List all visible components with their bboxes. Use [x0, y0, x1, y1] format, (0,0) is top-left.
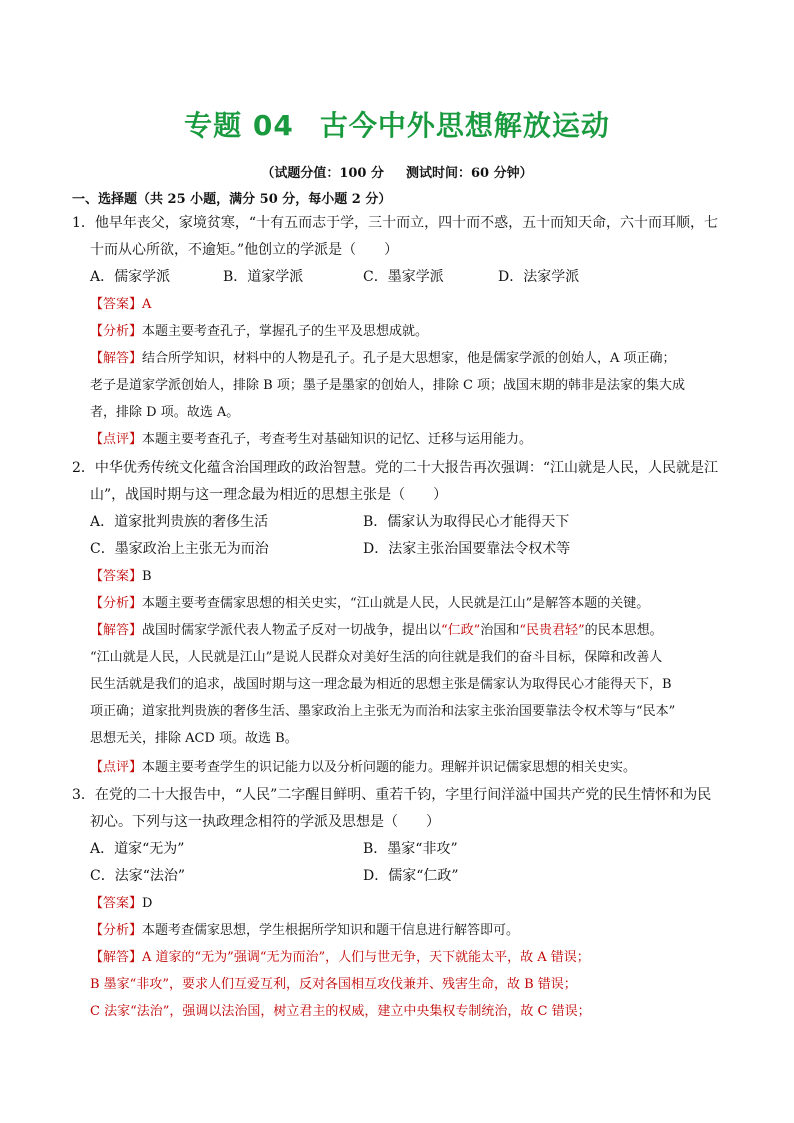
- solution-text: 思想无关，排除 ACD 项。故选 B。: [90, 731, 298, 746]
- solution-highlight: “仁政”: [441, 623, 481, 638]
- answer-tag: 【答案】: [90, 896, 143, 911]
- comment-tag: 【点评】: [90, 760, 143, 775]
- solution: [90, 944, 730, 1025]
- solution: [90, 617, 730, 752]
- comment-text: 本题主要考查孔子，考查考生对基础知识的记忆、迁移与运用能力。: [142, 432, 533, 447]
- solution-tag: 【解答】: [90, 351, 143, 366]
- score-info: （试题分值：100 分: [261, 166, 385, 181]
- option-d: D．儒家“仁政”: [363, 868, 459, 884]
- exam-meta: [0, 162, 794, 181]
- solution-text: A 道家的“无为”强调“无为而治”，人们与世无争，天下就能太平，故 A 错误；: [142, 950, 590, 965]
- solution-text: 的民本思想。: [584, 623, 663, 638]
- analysis-tag: 【分析】: [90, 923, 143, 938]
- question-3-options-row1: [90, 836, 730, 863]
- solution-text: “江山就是人民，人民就是江山”是说人民群众对美好生活的向往就是我们的奋斗目标，保障和改善人: [90, 650, 663, 665]
- analysis: [90, 917, 730, 944]
- option-c: C．法家“法治”: [90, 868, 186, 884]
- question-1-options: [90, 264, 730, 291]
- question-text: 山”，战国时期与这一理念最为相近的思想主张是（ ）: [90, 487, 448, 503]
- solution-tag: 【解答】: [90, 950, 143, 965]
- comment-tag: 【点评】: [90, 432, 143, 447]
- question-2: [72, 455, 728, 509]
- solution-text: B 墨家“非攻”，要求人们互爱互利，反对各国相互攻伐兼并、残害生命，故 B 错误；: [90, 977, 577, 992]
- comment: [90, 426, 730, 453]
- answer: [90, 291, 730, 318]
- title-text: 古今中外思想解放运动: [319, 109, 610, 142]
- solution-text: C 法家“法治”，强调以法治国，树立君主的权威，建立中央集权专制统治，故 C 错误；: [90, 1004, 591, 1019]
- analysis-text: 本题考查儒家思想，学生根据所学知识和题干信息进行解答即可。: [142, 923, 520, 938]
- solution-text: 项正确；道家批判贵族的奢侈生活、墨家政治上主张无为而治和法家主张治国要靠法令权术等与“民本”: [90, 704, 676, 719]
- option-a: A．道家“无为”: [90, 841, 185, 857]
- option-d: D．法家学派: [498, 269, 580, 285]
- analysis: [90, 590, 730, 617]
- option-b: B．墨家“非攻”: [363, 841, 458, 857]
- answer: [90, 563, 730, 590]
- page-title: [0, 104, 794, 144]
- time-info: 测试时间：60 分钟）: [406, 166, 533, 181]
- question-text: 3．在党的二十大报告中，“人民”二字醒目鲜明、重若千钧，字里行间洋溢中国共产党的民生情怀和为民: [72, 787, 712, 803]
- option-c: C．墨家学派: [363, 269, 444, 285]
- solution-text: 战国时儒家学派代表人物孟子反对一切战争，提出以: [142, 623, 442, 638]
- answer: [90, 890, 730, 917]
- option-a: A．道家批判贵族的奢侈生活: [90, 514, 269, 530]
- analysis-tag: 【分析】: [90, 324, 143, 339]
- solution-text: 结合所学知识，材料中的人物是孔子。孔子是大思想家，他是儒家学派的创始人，A 项正确；: [142, 351, 676, 366]
- comment: [90, 754, 730, 781]
- question-text: 初心。下列与这一执政理念相符的学派及思想是（ ）: [90, 814, 440, 830]
- option-c: C．墨家政治上主张无为而治: [90, 541, 269, 557]
- analysis-text: 本题主要考查儒家思想的相关史实，“江山就是人民，人民就是江山”是解答本题的关键。: [142, 596, 650, 611]
- solution-highlight: “民贵君轻”: [519, 623, 585, 638]
- option-d: D．法家主张治国要靠法令权术等: [363, 541, 571, 557]
- option-b: B．道家学派: [223, 269, 304, 285]
- answer-tag: 【答案】: [90, 569, 143, 584]
- section-heading: 一、选择题（共 25 小题，满分 50 分，每小题 2 分）: [72, 192, 392, 207]
- question-3: [72, 782, 728, 836]
- answer-value: B: [142, 569, 152, 584]
- question-3-options-row2: [90, 863, 730, 890]
- answer-value: A: [142, 297, 152, 312]
- question-2-options-row1: [90, 509, 730, 536]
- question-2-options-row2: [90, 536, 730, 563]
- answer-value: D: [142, 896, 153, 911]
- analysis: [90, 318, 730, 345]
- solution-text: 治国和: [480, 623, 520, 638]
- question-text: 1．他早年丧父，家境贫寒，“十有五而志于学，三十而立，四十而不惑，五十而知天命，六十而耳顺，七: [72, 215, 719, 231]
- question-text: 2．中华优秀传统文化蕴含治国理政的政治智慧。党的二十大报告再次强调：“江山就是人民，人民就是江: [72, 460, 719, 476]
- solution-text: 民生活就是我们的追求，战国时期与这一理念最为相近的思想主张是儒家认为取得民心才能得天下，B: [90, 677, 672, 692]
- solution-text: 者，排除 D 项。故选 A。: [90, 405, 240, 420]
- question-1: [72, 210, 728, 264]
- analysis-tag: 【分析】: [90, 596, 143, 611]
- question-text: 十而从心所欲，不逾矩。”他创立的学派是（ ）: [90, 242, 399, 258]
- answer-tag: 【答案】: [90, 297, 143, 312]
- comment-text: 本题主要考查学生的识记能力以及分析问题的能力。理解并识记儒家思想的相关史实。: [142, 760, 637, 775]
- solution-text: 老子是道家学派创始人，排除 B 项；墨子是墨家的创始人，排除 C 项；战国末期的韩非是法家的集大成: [90, 378, 686, 393]
- option-a: A．儒家学派: [90, 269, 171, 285]
- title-prefix: 专题 04: [184, 109, 294, 142]
- option-b: B．儒家认为取得民心才能得天下: [363, 514, 570, 530]
- analysis-text: 本题主要考查孔子，掌握孔子的生平及思想成就。: [142, 324, 429, 339]
- solution-tag: 【解答】: [90, 623, 143, 638]
- solution: [90, 345, 730, 426]
